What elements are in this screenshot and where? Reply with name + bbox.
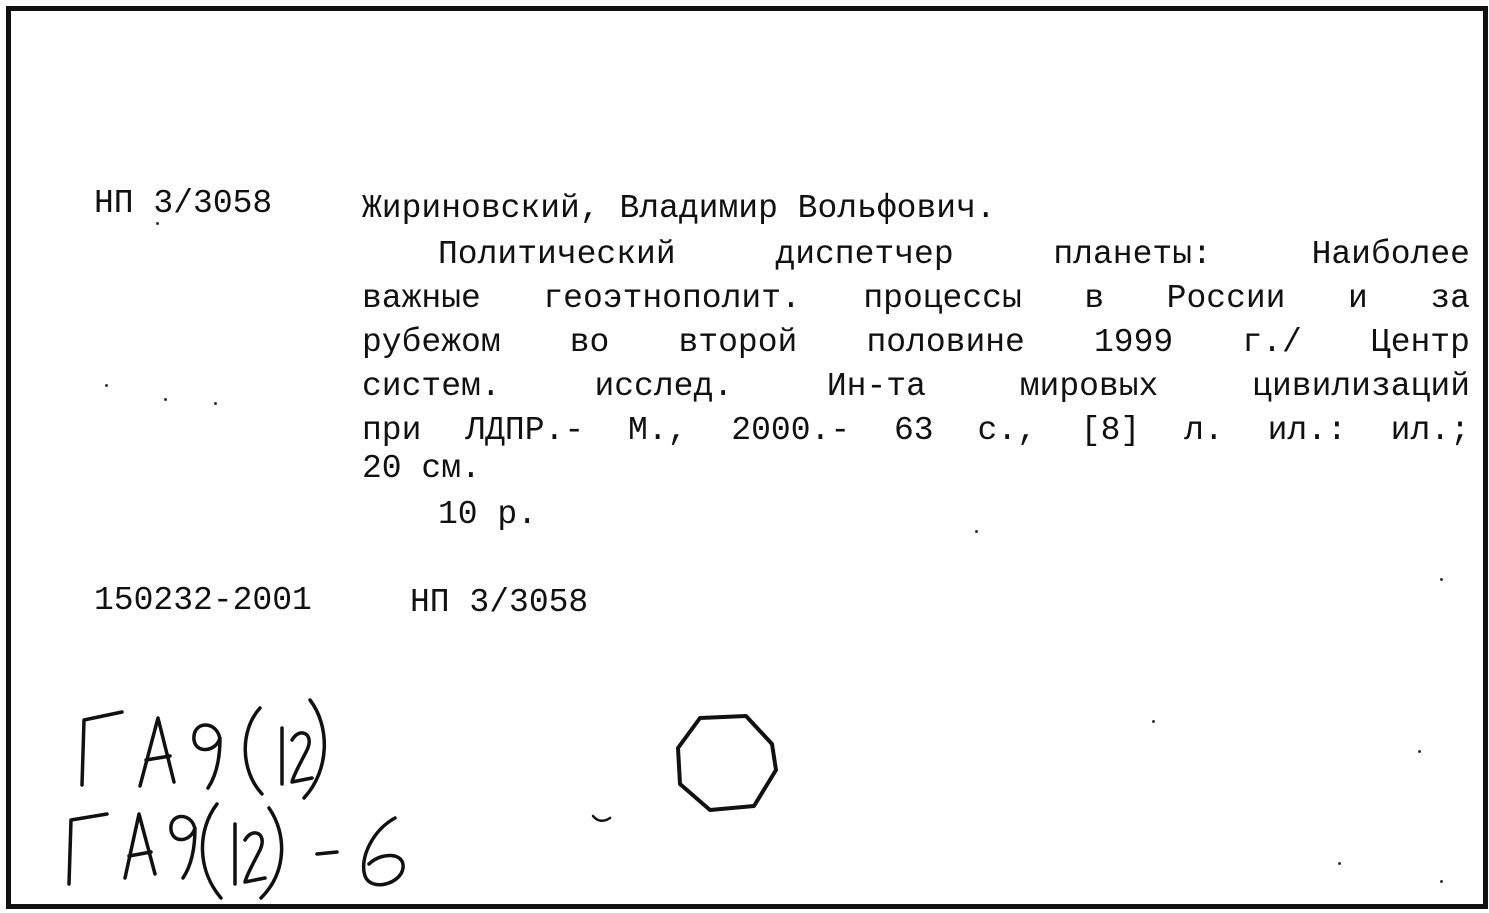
description-word: половине: [866, 324, 1025, 361]
description-line-2: [362, 282, 1470, 315]
description-word: с.,: [977, 412, 1037, 449]
description-word: [8]: [1080, 412, 1141, 449]
description-word: Политический: [438, 236, 676, 273]
description-word: при: [362, 412, 422, 449]
description-line-6: [362, 452, 1470, 485]
description-word: второй: [678, 324, 798, 361]
description-word: планеты:: [1053, 236, 1212, 273]
description-word: за: [1430, 280, 1470, 317]
description-line-1: [438, 238, 1470, 271]
description-line-4: [362, 370, 1470, 403]
accession-number: 150232-2001: [94, 582, 312, 619]
description-word: 63: [894, 412, 934, 449]
description-word: г./: [1242, 324, 1302, 361]
description-word: ил.:: [1267, 412, 1347, 449]
description-word: М.,: [628, 412, 688, 449]
hole-punch-mark: [670, 712, 785, 817]
shelfmark: НП 3/3058: [94, 185, 273, 222]
scan-speck: [975, 530, 978, 533]
description-word: во: [569, 324, 610, 361]
author-heading: Жириновский, Владимир Вольфович.: [362, 190, 996, 227]
description-word: диспетчер: [775, 236, 954, 273]
scan-speck: [164, 398, 167, 401]
description-word: исслед.: [594, 368, 734, 405]
description-word: Центр: [1370, 324, 1470, 361]
scan-speck: [214, 402, 217, 405]
description-word: и: [1348, 280, 1368, 317]
handwritten-mark-1: [60, 690, 350, 800]
description-word: цивилизаций: [1252, 368, 1470, 405]
description-word: Наиболее: [1311, 236, 1470, 273]
description-word: 2000.-: [731, 412, 851, 449]
description-word: важные: [362, 280, 481, 317]
description-word: в: [1084, 280, 1105, 317]
scan-speck: [1338, 862, 1341, 865]
description-word: Ин-та: [826, 368, 926, 405]
scan-speck: [156, 222, 159, 225]
shelfmark-repeat: НП 3/3058: [410, 584, 589, 621]
price: 10 р.: [438, 496, 538, 533]
scan-speck: [1440, 578, 1443, 581]
description-word: л.: [1184, 412, 1224, 449]
description-line-5: [362, 414, 1470, 447]
scan-speck: [1440, 880, 1443, 883]
description-word: ил.;: [1390, 412, 1470, 449]
description-word: России: [1166, 280, 1286, 317]
scan-speck: [1152, 720, 1155, 723]
description-word: 1999: [1094, 324, 1174, 361]
description-word: рубежом: [362, 324, 501, 361]
description-word: геоэтнополит.: [543, 280, 801, 317]
description-line-3: [362, 326, 1470, 359]
description-word: ЛДПР.-: [465, 412, 585, 449]
scan-speck: [1418, 750, 1421, 753]
description-word: мировых: [1019, 368, 1159, 405]
description-word: систем.: [362, 368, 501, 405]
description-word: процессы: [863, 280, 1022, 317]
tick-mark: [590, 812, 614, 826]
description-word: 20 см.: [362, 450, 481, 487]
scan-speck: [105, 384, 108, 387]
handwritten-mark-2: [55, 800, 425, 905]
